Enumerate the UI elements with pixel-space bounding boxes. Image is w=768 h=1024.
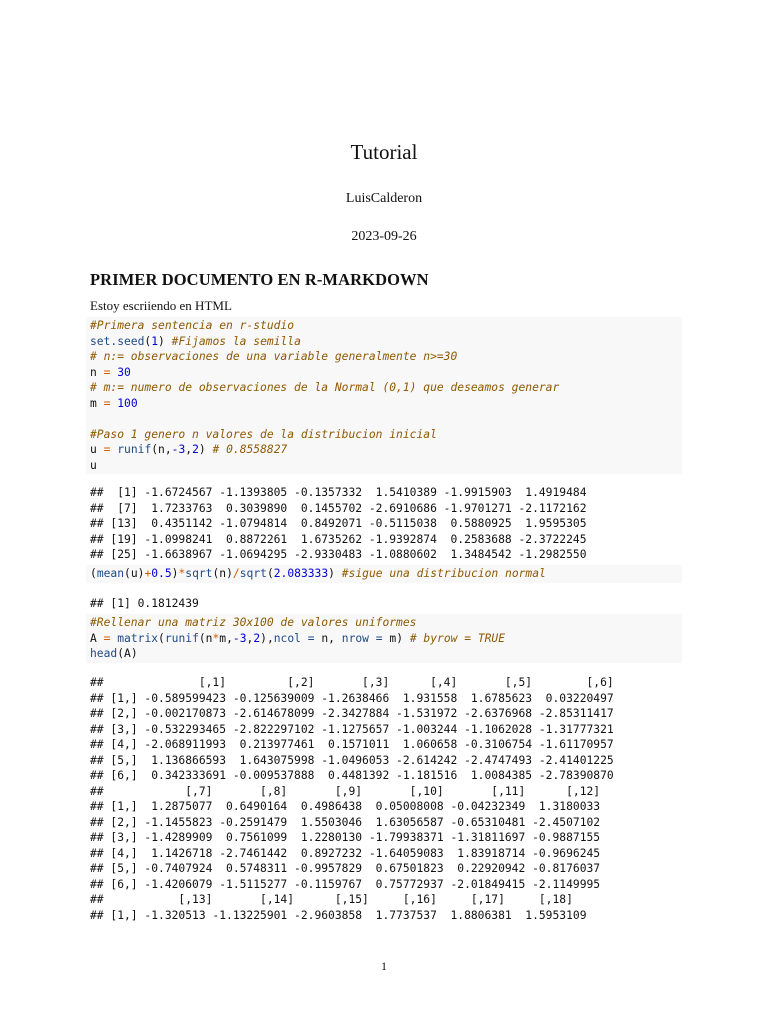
code-token: nrow = (341, 631, 383, 645)
output-line: ## [1,] -0.589599423 -0.125639009 -1.2638466 1.931558 1.6785623 0.03220497 (90, 691, 614, 705)
code-token: m) (382, 631, 410, 645)
document-date: 2023-09-26 (351, 229, 417, 244)
code-token: m, (219, 631, 233, 645)
code-line (90, 349, 678, 365)
output-line: ## [,1] [,2] [,3] [,4] [,5] [,6] (90, 676, 614, 689)
code-token: matrix (117, 631, 159, 645)
code-token: = (103, 443, 111, 456)
code-token: set.seed (90, 334, 145, 348)
code-token: (n (198, 631, 213, 645)
code-token: ) (171, 567, 179, 580)
output-line: ## [,7] [,8] [,9] [,10] [,11] [,12] (90, 784, 601, 798)
code-line (90, 318, 678, 334)
code-line (90, 411, 678, 427)
code-token: = (103, 365, 111, 379)
code-token: ( (90, 567, 97, 580)
code-token: ( (158, 631, 165, 645)
code-token: # 0.8558827 (212, 443, 288, 456)
code-token: (n, (151, 443, 172, 456)
output-line: ## [,13] [,14] [,15] [,16] [,17] [,18] (90, 893, 573, 906)
code-token: #Rellenar una matriz 30x100 de valores uniformes (90, 616, 417, 629)
code-token: / (232, 567, 240, 580)
page-number: 1 (381, 959, 387, 973)
output-line: ## [1,] -1.320513 -1.13225901 -2.9603858 1.7737537 1.8806381 1.5953109 (90, 908, 587, 922)
code-token: (n) (212, 567, 233, 580)
output-line: ## [2,] -1.1455823 -0.2591479 1.5503046 1.63056587 -0.65310481 -2.4507102 (90, 815, 601, 829)
code-token: (u) (124, 567, 145, 580)
code-token: sqrt (185, 567, 213, 580)
output-uniform-values (90, 485, 587, 563)
code-token: ( (266, 567, 274, 580)
output-line: ## [1] -1.6724567 -1.1393805 -0.1357332 1.5410389 -1.9915903 1.4919484 (90, 486, 587, 499)
output-statistic-value (90, 596, 199, 612)
code-line (90, 380, 678, 396)
code-token: #Paso 1 genero n valores de la distribucion inicial (90, 427, 437, 441)
code-line (90, 396, 678, 412)
code-token: n (90, 365, 104, 379)
output-line: ## [19] -1.0998241 0.8872261 1.6735262 -1.9392874 0.2583688 -2.3722245 (90, 532, 587, 546)
output-line: ## [4,] -2.068911993 0.213977461 0.1571011 1.060658 -0.3106754 -1.61170957 (90, 738, 614, 751)
output-line: ## [6,] -1.4206079 -1.5115277 -0.1159767 0.75772937 -2.01849415 -2.1149995 (90, 877, 601, 891)
code-token: = (103, 396, 111, 410)
code-token: #Fijamos la semilla (171, 334, 301, 348)
code-token: (A) (117, 647, 138, 660)
code-line (90, 615, 678, 631)
intro-paragraph: Estoy escriiendo en HTML (90, 298, 232, 313)
code-token: mean (96, 567, 125, 580)
code-token: ) (328, 567, 342, 580)
document-author: LuisCalderon (345, 191, 423, 206)
code-token: * (178, 567, 186, 580)
code-chunk-normal-statistic (86, 565, 682, 583)
code-token: m (90, 396, 104, 410)
code-token: # n:= observaciones de una variable generalmente n>=30 (90, 350, 458, 363)
output-line: ## [4,] 1.1426718 -2.7461442 0.8927232 -1.64059083 1.83918714 -0.9696245 (90, 846, 601, 860)
code-token: 2.083333 (273, 567, 329, 580)
output-line: ## [7] 1.7233763 0.3039890 0.1455702 -2.6910686 -1.9701271 -2.1172162 (90, 501, 587, 515)
output-line: ## [5,] 1.136866593 1.643075998 -1.0496053 -2.614242 -2.4747493 -2.41401225 (90, 753, 614, 767)
code-line (90, 458, 678, 474)
output-line: ## [1] 0.1812439 (90, 597, 199, 610)
code-token: ( (144, 334, 152, 348)
code-token: , (246, 631, 254, 645)
output-line: ## [25] -1.6638967 -1.0694295 -2.9330483 -1.0880602 1.3484542 -1.2982550 (90, 548, 587, 561)
code-token: #Primera sentencia en r-studio (90, 319, 295, 332)
code-line (90, 566, 678, 582)
code-token: -3 (232, 631, 247, 645)
output-line: ## [3,] -0.532293465 -2.822297102 -1.1275657 -1.003244 -1.1062028 -1.31777321 (90, 722, 614, 736)
code-token: n, (314, 631, 342, 645)
code-token: , (185, 443, 193, 456)
code-token: u (90, 443, 104, 456)
code-token: 1 (151, 334, 159, 348)
code-token: #sigue una distribucion normal (341, 567, 546, 580)
code-token: ), (260, 631, 274, 645)
code-line (90, 427, 678, 443)
code-token: runif (164, 631, 199, 645)
code-token: ncol = (273, 631, 315, 645)
code-token: * (212, 631, 220, 645)
code-token: # m:= numero de observaciones de la Normal (0,1) que deseamos generar (90, 381, 560, 394)
output-line: ## [3,] -1.4289909 0.7561099 1.2280130 -1.79938371 -1.31811697 -0.9887155 (90, 831, 601, 844)
code-token: A (90, 631, 104, 645)
code-line (90, 631, 678, 647)
section-heading: PRIMER DOCUMENTO EN R-MARKDOWN (90, 270, 429, 289)
document-title: Tutorial (350, 140, 418, 164)
output-matrix-head (90, 675, 614, 923)
code-token: 30 (117, 365, 131, 379)
code-token: 0.5 (151, 567, 172, 580)
code-chunk-seed-setup (86, 317, 682, 474)
code-token: u (90, 458, 97, 472)
code-token: head (90, 647, 118, 660)
code-line (90, 646, 678, 662)
code-token: -3 (171, 443, 186, 456)
output-line: ## [5,] -0.7407924 0.5748311 -0.9957829 0.67501823 0.22920942 -0.8176037 (90, 862, 601, 875)
code-line (90, 365, 678, 381)
output-line: ## [2,] -0.002170873 -2.614678099 -2.3427884 -1.531972 -2.6376968 -2.85311417 (90, 707, 614, 720)
output-line: ## [1,] 1.2875077 0.6490164 0.4986438 0.05008008 -0.04232349 1.3180033 (90, 800, 601, 813)
code-chunk-matrix (86, 614, 682, 663)
code-token: + (144, 567, 152, 580)
output-line: ## [6,] 0.342333691 -0.009537888 0.4481392 -1.181516 1.0084385 -2.78390870 (90, 769, 614, 782)
code-token: sqrt (239, 567, 267, 580)
code-token: ) (158, 334, 172, 348)
code-token: 100 (117, 396, 138, 410)
code-token: ) (198, 443, 213, 456)
code-token: 2 (253, 631, 261, 645)
code-line (90, 334, 678, 350)
code-token: 2 (192, 443, 199, 456)
code-token: = (103, 631, 111, 645)
code-token: # byrow = TRUE (409, 631, 506, 645)
code-token: runif (117, 443, 152, 456)
output-line: ## [13] 0.4351142 -1.0794814 0.8492071 -0.5115038 0.5880925 1.9595305 (90, 517, 587, 530)
code-line (90, 442, 678, 458)
